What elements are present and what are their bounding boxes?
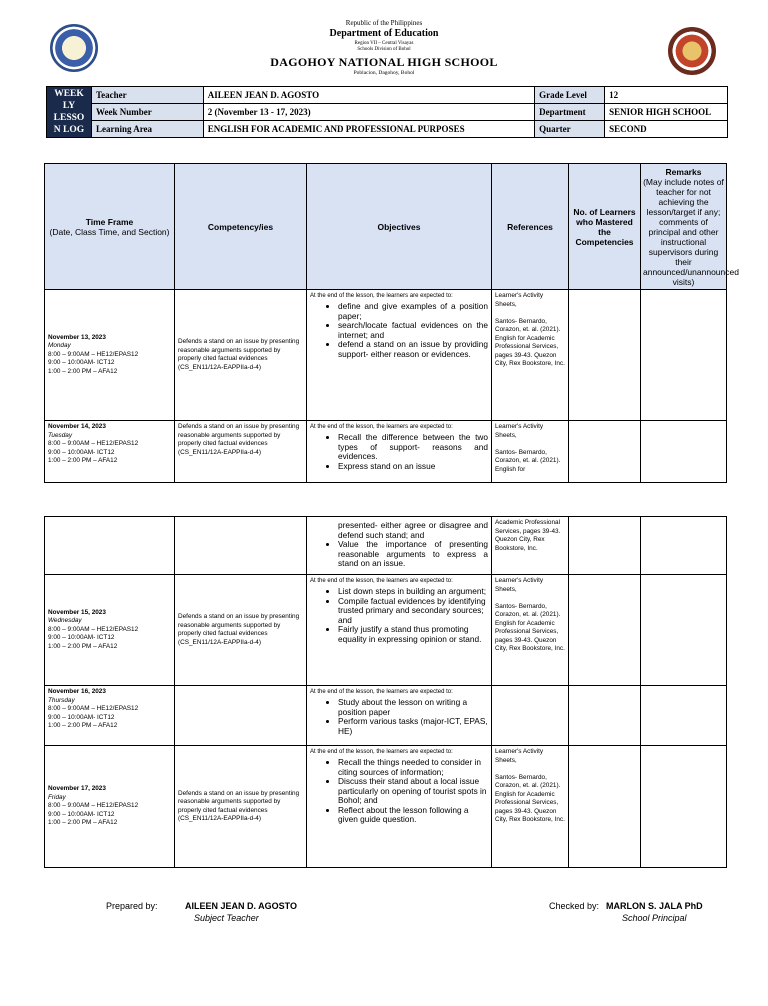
document-header (0, 0, 768, 84)
schedule-line: 8:00 – 9:00AM – HE12/EPAS12 (48, 440, 139, 447)
log-label-line: N LOG (53, 125, 85, 135)
mastered-cell (569, 517, 641, 575)
objective-intro: At the end of the lesson, the learners are expected to: (310, 689, 453, 695)
objectives-cell (307, 290, 492, 421)
grade-value: 12 (605, 87, 728, 104)
grade-label: Grade Level (535, 87, 605, 104)
competency-cell: Defends a stand on an issue by presenting reasonable arguments supported by properly cited factual evidences (CS_EN11/12A-EAPPIIa-d-4) (175, 290, 307, 421)
table-row (45, 746, 727, 868)
objectives-cell (307, 686, 492, 746)
schedule-line: 1:00 – 2:00 PM – AFA12 (48, 367, 118, 375)
lesson-table-part2 (44, 516, 727, 868)
header-remarks (641, 164, 739, 290)
checked-by-title: School Principal (622, 913, 687, 923)
reference-text: Learner's Activity Sheets, Santos- Bernardo, Corazon, et. al. (2021). English for Academic Professional Services, pages 39-43. Quezon City, Rex Bookstore, Inc. (495, 577, 565, 652)
schedule-line: 1:00 – 2:00 PM – AFA12 (48, 642, 118, 650)
references-cell (492, 686, 569, 746)
remarks-cell (641, 517, 727, 575)
department-value: SENIOR HIGH SCHOOL (605, 104, 728, 121)
objective-item: presented- either agree or disagree and defend such stand; and (338, 520, 488, 540)
objective-item: • Recall the things needed to consider in citing sources of information; (338, 758, 488, 777)
objective-intro: At the end of the lesson, the learners are expected to: (310, 293, 453, 299)
objectives-cell (307, 746, 492, 868)
timeframe-cell (45, 421, 175, 483)
mastered-cell (569, 686, 641, 746)
objective-item: • Recall the difference between the two types of support- reasons and evidences. (338, 433, 488, 462)
division-line: Schools Division of Bohol (357, 47, 411, 52)
day-text: Wednesday (48, 617, 82, 625)
log-label-line: LESSO (53, 113, 85, 123)
schedule-line: 9:00 – 10:00AM- ICT12 (48, 359, 115, 367)
remarks-title: Remarks (665, 166, 702, 177)
schedule-line: 9:00 – 10:00AM- ICT12 (48, 634, 115, 642)
mastered-cell (569, 421, 641, 483)
date-text: November 16, 2023 (48, 688, 106, 695)
table-row (45, 517, 727, 575)
remarks-cell (641, 421, 727, 483)
schedule-line: 8:00 – 9:00AM – HE12/EPAS12 (48, 350, 139, 358)
date-text: November 15, 2023 (48, 608, 106, 616)
weekly-lesson-log-label (47, 87, 92, 138)
checked-by-name: MARLON S. JALA PhD (606, 901, 703, 911)
timeframe-cell (45, 686, 175, 746)
remarks-cell (641, 686, 727, 746)
region-line: Region VII – Central Visayas (354, 41, 414, 46)
date-text: November 13, 2023 (48, 333, 106, 341)
teacher-value: AILEEN JEAN D. AGOSTO (203, 87, 534, 104)
timeframe-title: Time Frame (85, 216, 134, 227)
timeframe-cell (45, 575, 175, 686)
department-label: Department (535, 104, 605, 121)
header-objectives: Objectives (307, 164, 492, 290)
reference-text: Learner's Activity Sheets, Santos- Bernardo, Corazon, et. al. (2021). English for Academic Professional Services, pages 39-43. Quezon City, Rex Bookstore, Inc. (495, 748, 565, 823)
log-label-line: WEEK (54, 89, 84, 99)
republic-line: Republic of the Philippines (345, 19, 423, 27)
timeframe-cell (45, 517, 175, 575)
objective-item: • Reflect about the lesson following a given guide question. (338, 806, 488, 825)
timeframe-cell (45, 290, 175, 421)
remarks-subtitle: (May include notes of teacher for not achieving the lesson/target if any; comments of principal and other instructional supervisors during their announced/unannounced visits) (643, 176, 739, 287)
schedule-line: 1:00 – 2:00 PM – AFA12 (48, 722, 118, 729)
objective-item: • Express stand on an issue (338, 462, 488, 472)
lesson-table-part1 (44, 163, 739, 483)
competency-cell (175, 517, 307, 575)
table-row (45, 290, 727, 421)
mastered-cell (569, 290, 641, 421)
info-table (46, 86, 728, 138)
objective-list (310, 758, 488, 825)
deped-seal-logo (50, 24, 98, 72)
objective-item: • Compile factual evidences by identifying trusted primary and secondary sources; and (338, 597, 488, 626)
date-text: November 14, 2023 (48, 423, 106, 430)
prepared-by-label: Prepared by: (106, 901, 158, 911)
quarter-label: Quarter (535, 121, 605, 138)
table-row (45, 575, 727, 686)
references-cell (492, 575, 569, 686)
prepared-by-title: Subject Teacher (194, 913, 259, 923)
week-label: Week Number (91, 104, 203, 121)
header-timeframe (45, 164, 175, 290)
competency-cell: Defends a stand on an issue by presenting reasonable arguments supported by properly cited factual evidences (CS_EN11/12A-EAPPIIa-d-4) (175, 575, 307, 686)
competency-cell: Defends a stand on an issue by presenting reasonable arguments supported by properly cited factual evidences (CS_EN11/12A-EAPPIIa-d-4) (175, 421, 307, 483)
log-label-line: LY (62, 101, 76, 111)
objective-item: • Value the importance of presenting reasonable arguments to express a stand on an issue. (338, 540, 488, 569)
reference-text: Learner's Activity Sheets, Santos- Bernardo, Corazon, et. al. (2021). English for Academic Professional Services, pages 39-43. Quezon City, Rex Bookstore, Inc. (495, 292, 565, 367)
objective-item: • defend a stand on an issue by providing support- either reason or evidences. (338, 340, 488, 359)
timeframe-subtitle: (Date, Class Time, and Section) (49, 226, 170, 237)
mastered-cell (569, 746, 641, 868)
school-name: DAGOHOY NATIONAL HIGH SCHOOL (270, 55, 498, 69)
references-cell (492, 421, 569, 483)
department-line: Department of Education (329, 28, 439, 39)
competency-cell (175, 686, 307, 746)
school-seal-logo (668, 27, 716, 75)
objective-list (310, 433, 488, 471)
timeframe-cell (45, 746, 175, 868)
schedule-line: 9:00 – 10:00AM- ICT12 (48, 448, 115, 456)
objective-item: • List down steps in building an argument; (338, 587, 488, 597)
day-text: Thursday (48, 696, 75, 704)
schedule-line: 9:00 – 10:00AM- ICT12 (48, 713, 115, 721)
schedule-line: 8:00 – 9:00AM – HE12/EPAS12 (48, 802, 139, 810)
checked-by-label: Checked by: (549, 901, 600, 911)
objective-item: • Discuss their stand about a local issue particularly on opening of tourist spots in Bohol; and (338, 777, 488, 806)
objectives-cell (307, 421, 492, 483)
mastered-cell (569, 575, 641, 686)
date-text: November 17, 2023 (48, 785, 106, 793)
objective-intro: At the end of the lesson, the learners are expected to: (310, 578, 453, 584)
header-references: References (492, 164, 569, 290)
remarks-cell (641, 290, 727, 421)
objective-intro: At the end of the lesson, the learners are expected to: (310, 749, 453, 755)
day-text: Tuesday (48, 431, 73, 439)
objective-list (310, 302, 488, 359)
objective-intro: At the end of the lesson, the learners are expected to: (310, 424, 453, 430)
table-row (45, 686, 727, 746)
reference-text: Learner's Activity Sheets, Santos- Bernardo, Corazon, et. al. (2021). English for (495, 423, 561, 473)
table-row (45, 421, 727, 483)
objectives-cell (307, 575, 492, 686)
objective-item: • define and give examples of a position paper; (338, 302, 488, 321)
competency-cell: Defends a stand on an issue by presenting reasonable arguments supported by properly cited factual evidences (CS_EN11/12A-EAPPIIa-d-4) (175, 746, 307, 868)
week-value: 2 (November 13 - 17, 2023) (203, 104, 534, 121)
objective-item: • Fairly justify a stand thus promoting equality in expressing opinion or stand. (338, 625, 488, 644)
references-cell (492, 290, 569, 421)
header-mastered: No. of Learners who Mastered the Competencies (569, 164, 641, 290)
objective-item: • search/locate factual evidences on the internet; and (338, 321, 488, 340)
objective-list (310, 521, 488, 569)
header-competency: Competency/ies (175, 164, 307, 290)
remarks-cell (641, 575, 727, 686)
schedule-line: 1:00 – 2:00 PM – AFA12 (48, 819, 118, 827)
learning-area-label: Learning Area (91, 121, 203, 138)
references-cell: Academic Professional Services, pages 39-43. Quezon City, Rex Bookstore, Inc. (492, 517, 569, 575)
day-text: Friday (48, 793, 66, 801)
prepared-by-name: AILEEN JEAN D. AGOSTO (185, 901, 298, 911)
remarks-cell (641, 746, 727, 868)
objectives-cell (307, 517, 492, 575)
schedule-line: 8:00 – 9:00AM – HE12/EPAS12 (48, 625, 139, 633)
objective-list (310, 698, 488, 736)
teacher-label: Teacher (91, 87, 203, 104)
schedule-line: 8:00 – 9:00AM – HE12/EPAS12 (48, 705, 139, 712)
objective-item: • Study about the lesson on writing a position paper (338, 698, 488, 717)
school-address: Poblacion, Dagohoy, Bohol (353, 70, 415, 76)
references-cell (492, 746, 569, 868)
learning-area-value: ENGLISH FOR ACADEMIC AND PROFESSIONAL PURPOSES (203, 121, 534, 138)
schedule-line: 1:00 – 2:00 PM – AFA12 (48, 457, 118, 464)
objective-list (310, 587, 488, 644)
day-text: Monday (48, 342, 71, 350)
quarter-value: SECOND (605, 121, 728, 138)
objective-item: • Perform various tasks (major-ICT, EPAS, HE) (338, 717, 488, 736)
schedule-line: 9:00 – 10:00AM- ICT12 (48, 810, 115, 818)
